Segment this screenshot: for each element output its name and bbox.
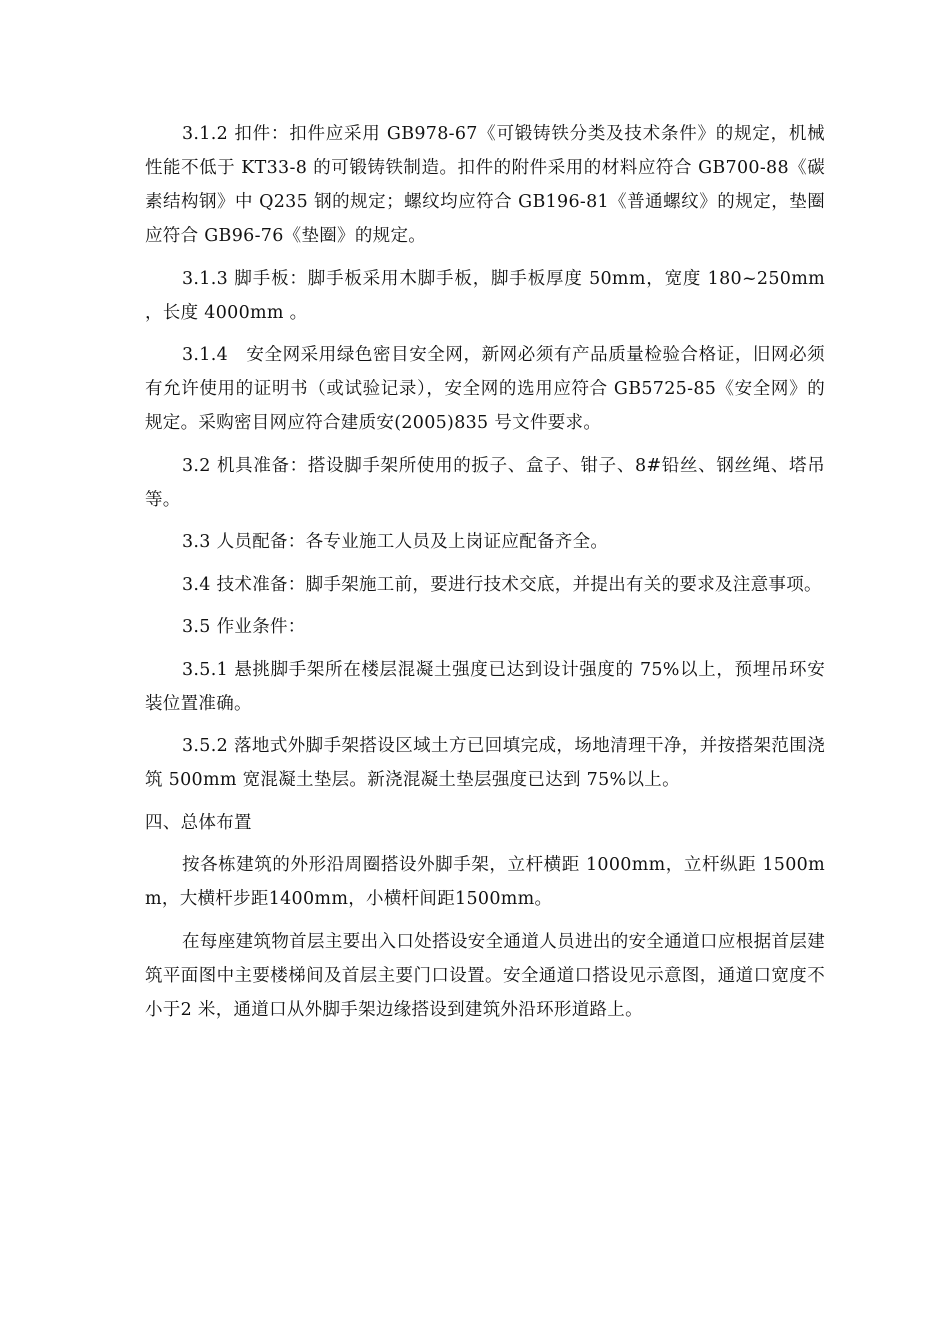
paragraph-3-1-3-scaffold-boards: 3.1.3 脚手板：脚手板采用木脚手板，脚手板厚度 50mm，宽度 180~250mm ，长度 4000mm 。 (145, 268, 825, 323)
paragraph-3-2-tools: 3.2 机具准备：搭设脚手架所使用的扳子、盒子、钳子、8#铅丝、钢丝绳、塔吊等。 (145, 455, 825, 510)
paragraph-3-5-conditions: 3.5 作业条件： (182, 617, 306, 637)
document-page (145, 117, 825, 1035)
paragraph-3-5-1-cantilever: 3.5.1 悬挑脚手架所在楼层混凝土强度已达到设计强度的 75%以上，预埋吊环安装位置准确。 (145, 659, 825, 714)
paragraph-3-1-2-fasteners: 3.1.2 扣件：扣件应采用 GB978-67《可锻铸铁分类及技术条件》的规定，机械性能不低于 KT33-8 的可锻铸铁制造。扣件的附件采用的材料应符合 GB700-88《碳素结构钢》中 Q235 钢的规定；螺纹均应符合 GB196-81《普通螺纹》的规定，垫圈应符合 GB96-76《垫圈》的规定。 (145, 124, 825, 246)
paragraph-4-2-safety-passage: 在每座建筑物首层主要出入口处搭设安全通道人员进出的安全通道口应根据首层建筑平面图中主要楼梯间及首层主要门口设置。安全通道口搭设见示意图，通道口宽度不小于2 米，通道口从外脚手架边缘搭设到建筑外沿环形道路上。 (145, 931, 825, 1020)
paragraph-4-1-layout: 按各栋建筑的外形沿周圈搭设外脚手架，立杆横距 1000mm，立杆纵距 1500mm，大横杆步距1400mm，小横杆间距1500mm。 (145, 855, 825, 909)
paragraph-3-3-personnel: 3.3 人员配备：各专业施工人员及上岗证应配备齐全。 (182, 532, 609, 552)
paragraph-3-5-2-floor-scaffold: 3.5.2 落地式外脚手架搭设区域土方已回填完成，场地清理干净，并按搭架范围浇筑 500mm 宽混凝土垫层。新浇混凝土垫层强度已达到 75%以上。 (145, 736, 825, 790)
section-heading-4: 四、总体布置 (145, 812, 252, 833)
paragraph-3-4-technical: 3.4 技术准备：脚手架施工前，要进行技术交底，并提出有关的要求及注意事项。 (182, 574, 822, 595)
paragraph-3-1-4-safety-net: 3.1.4 安全网采用绿色密目安全网，新网必须有产品质量检验合格证，旧网必须有允许使用的证明书（或试验记录），安全网的选用应符合 GB5725-85《安全网》的规定。采购密目网应符合建质安(2005)835 号文件要求。 (145, 345, 825, 433)
